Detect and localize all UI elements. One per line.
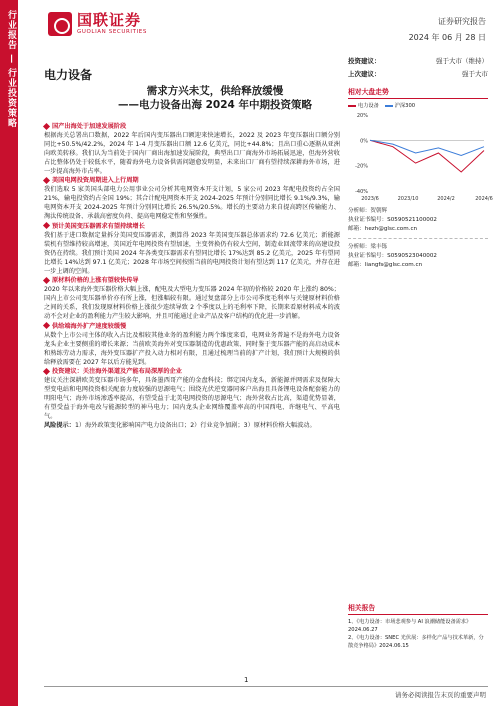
analyst-email: 邮箱：hezh@glsc.com.cn bbox=[348, 226, 418, 232]
footer-divider bbox=[44, 686, 488, 687]
diamond-icon bbox=[43, 368, 50, 375]
logo bbox=[48, 8, 188, 40]
headline-line1: 需求方兴未艾，供给释放缓慢 bbox=[146, 85, 284, 97]
page-number: 1 bbox=[244, 676, 249, 684]
trend-title: 相对大盘走势 bbox=[348, 86, 488, 99]
rating-row: 上次建议： 强于大市 bbox=[348, 70, 488, 78]
diamond-icon bbox=[43, 122, 50, 129]
sidebar bbox=[0, 0, 18, 706]
logo-en: GUOLIAN SECURITIES bbox=[77, 29, 147, 35]
y-tick-label: 0% bbox=[360, 138, 368, 145]
analyst-list bbox=[348, 207, 488, 270]
x-tick-label: 2024/6 bbox=[475, 196, 493, 202]
section-text: 我们选取 5 家美国头部电力公用事业公司分析其电网资本开支计划，5 家公司 2023 年配电投资约占全国 21%，输电投资约占全国 19%；其合计配电网资本开支 2024-2025 年预计分别同比增长 9.1%/9.3%，输电网资本开支 2024-2025 年预计分别同比增长 26.5%/20.5%。增长的主要动力来自提高跨区传输能力、淘汰传统设备、承载高密度负荷、提高电网稳定性和坚强性。 bbox=[44, 186, 340, 221]
right-column bbox=[348, 86, 493, 270]
related-item[interactable]: 1、《电力设备：市场悲观参与 AI 浪潮储能设备需求》2024.06.27 bbox=[348, 619, 472, 633]
section-heading: 美国电网投资周期进入上行周期 bbox=[44, 177, 340, 186]
diamond-icon bbox=[43, 222, 50, 229]
y-tick-label: -20% bbox=[355, 163, 368, 170]
section-heading: 投资建议：关注海外渠道及产能布局深厚的企业 bbox=[44, 368, 340, 377]
diamond-icon bbox=[43, 277, 50, 284]
section-heading: 原材料价格的上涨有望较快传导 bbox=[44, 277, 340, 286]
series-line bbox=[370, 140, 484, 155]
related-item[interactable]: 2、《电力设备：SNEC 光伏展：多样化产品与技术革新，分散竞争格局》2024.06.15 bbox=[348, 635, 484, 649]
report-type: 证券研究报告 bbox=[438, 17, 486, 26]
analyst-cert: 执业证书编号：S0590523040002 bbox=[348, 253, 437, 259]
logo-cn: 国联证券 bbox=[77, 11, 142, 29]
x-tick-label: 2023/10 bbox=[397, 196, 419, 202]
body-column bbox=[44, 122, 340, 431]
section-text: 我们基于进口数据定量拆分美国变压器需求，测算得 2023 年美国变压器总体需求约 72.6 亿美元；新能源装机有望维持较高增速，美国近年电网投资有望加速，主变替换仍有较大空间，制造业回流带来的高建设投资仍在持续。我们预计美国 2024 年各类变压器需求有望同比增长 17%达到 85.2 亿美元，2025 年有望同比增长 14%达到 97.1 亿美元；2028 年市场空间按照当前的电网投资计划有望达到 117 亿美元，并存在进一步上调的空间。 bbox=[44, 231, 340, 275]
chart-legend bbox=[348, 102, 488, 109]
section-text: 根据海关总署出口数据，2022 年后国内变压器出口额迎来快速增长，2022 及 2023 年变压器出口额分别同比+50.5%/42.2%，2024 年 1-4 月变压器出口额 12.6 亿美元，同比+44.8%；且出口重心逐渐从亚洲向欧美转移。我们认为当前处于国内厂商出海加速发展阶段，典型出口厂商海外市场拓展迅速，但海外营收占比整体仍处于较低水平，随着海外电力设备供需问题愈发明显，未来出口厂商有望持续深耕海外市场，进一步提高海外市占率。 bbox=[44, 131, 340, 175]
section-heading: 国产出海处于加速发展阶段 bbox=[44, 123, 340, 132]
analyst-name: 分析师：贺朝辉 bbox=[348, 208, 388, 214]
sidebar-text: 行业报告 — 行业投资策略 bbox=[6, 10, 16, 129]
section-heading: 供给端海外扩产速度较缓慢 bbox=[44, 323, 340, 332]
section-text: 2020 年以来海外变压器价格大幅上涨，配电及大型电力变压器 2024 年初的价格较 2020 年上涨约 80%；国内上市公司变压器单价亦有所上涨，但涨幅较有限。通过复盘部分上市公司季度毛利率与关键原材料价格之间的关系，我们发现原材料价格上涨很少连续导致 2 个季度以上的毛利率下降，长期来看原材料成本的波动不会对企业的盈利能力产生较大影响，并且可能通过企业产品及客户结构的优化进一步消解。 bbox=[44, 286, 340, 321]
rating-row: 投资建议： 强于大市（维持） bbox=[348, 57, 488, 65]
analyst-cert: 执业证书编号：S0590521100002 bbox=[348, 217, 437, 223]
x-tick-label: 2024/2 bbox=[437, 196, 455, 202]
x-tick-label: 2023/6 bbox=[361, 196, 379, 202]
diamond-icon bbox=[43, 322, 50, 329]
section-text: 建议关注深耕欧美变压器市场多年，具备墨西哥产能的金盘科技；绑定国内龙头，新能源并网需求及保障大型变电站和电网投资相关配套力度较强的思源电气；围绕光伏逆变器同客户出海且具备锂电设备配套能力的明阳电气；海外市场渗透率提高，有望受益于北美电网投资的思源电气；海外营收占比高，渠道优势显著，有望受益于海外电改与能源转型的神马电力；国内龙头企业网络覆盖率高的中国西电、许继电气、平高电气。 bbox=[44, 377, 340, 420]
related-title: 相关报告 bbox=[348, 604, 488, 615]
report-date: 2024 年 06 月 28 日 bbox=[408, 33, 486, 42]
section-heading: 预计美国变压器需求有望持续增长 bbox=[44, 223, 340, 232]
series-line bbox=[370, 140, 484, 172]
related-reports bbox=[348, 604, 488, 650]
rating-area bbox=[348, 56, 488, 82]
headline bbox=[90, 84, 340, 112]
analyst-name: 分析师：梁丰铄 bbox=[348, 244, 388, 250]
diamond-icon bbox=[43, 177, 50, 184]
y-tick-label: 20% bbox=[356, 113, 368, 119]
section-text: 从数个上市公司主体的收入占比及相较其他业务的盈利能力两个维度来看，电网业务普遍不是海外电力设备龙头企业主要侧重的增长来源；当前欧美海外对变压器制造的优惠政策、同时鉴于变压器产能的高启动成本和熟练劳动力需求，海外变压器扩产投入动力相对有限，且通过梳理当前的扩产计划，我们预计大规模的供给释放需要在 2027 年以后方能见到。 bbox=[44, 331, 340, 366]
y-tick-label: -40% bbox=[355, 189, 368, 195]
risk-warning: 风险提示：1）海外政策变化影响国产电力设备出口；2）行业竞争加剧；3）原材料价格大幅波动。 bbox=[44, 421, 316, 429]
footer-disclaimer: 请务必阅读报告末页的重要声明 bbox=[395, 691, 486, 699]
industry-title: 电力设备 bbox=[44, 68, 93, 82]
legend-item: 电力设备 bbox=[348, 102, 379, 109]
trend-chart bbox=[348, 111, 493, 203]
legend-item: 沪深300 bbox=[385, 102, 415, 109]
headline-line2: ——电力设备出海 2024 年中期投资策略 bbox=[117, 99, 313, 111]
analyst-email: 邮箱：liangfs@glsc.com.cn bbox=[348, 262, 423, 268]
logo-mark-icon bbox=[48, 12, 72, 36]
